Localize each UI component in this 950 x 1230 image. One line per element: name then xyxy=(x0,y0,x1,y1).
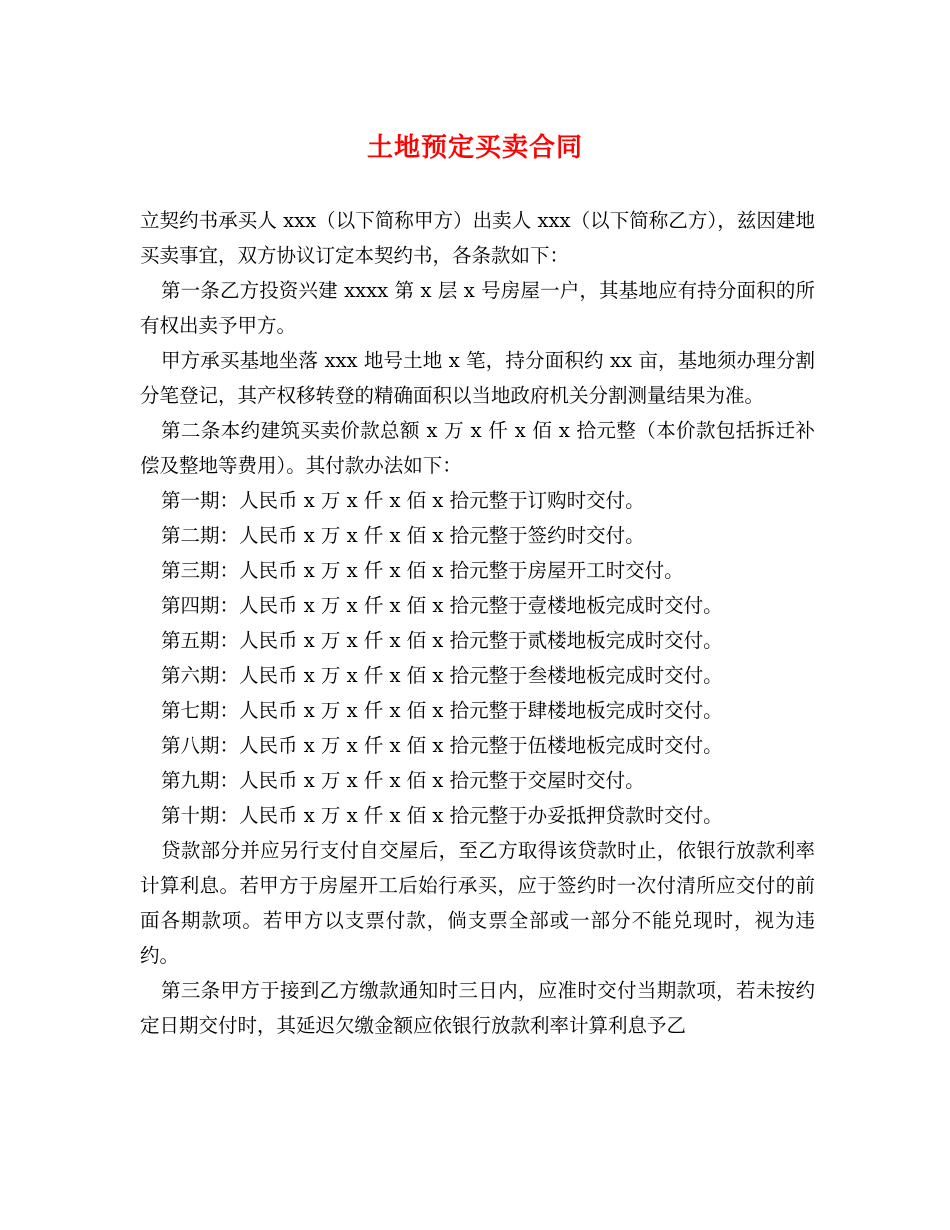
payment-item-2: 第二期：人民币 x 万 x 仟 x 佰 x 拾元整于签约时交付。 xyxy=(161,524,645,547)
payment-item-9: 第九期：人民币 x 万 x 仟 x 佰 x 拾元整于交屋时交付。 xyxy=(161,769,645,792)
document-body xyxy=(140,203,815,1043)
payment-item-8: 第八期：人民币 x 万 x 仟 x 佰 x 拾元整于伍楼地板完成时交付。 xyxy=(161,734,723,757)
payment-item-10: 第十期：人民币 x 万 x 仟 x 佰 x 拾元整于办妥抵押贷款时交付。 xyxy=(161,804,723,827)
article-1-paragraph: 第一条乙方投资兴建 xxxx 第 x 层 x 号房屋一户，其基地应有持分面积的所有权出卖予甲方。 xyxy=(140,279,815,337)
land-description-paragraph: 甲方承买基地坐落 xxx 地号土地 x 笔，持分面积约 xx 亩，基地须办理分割分笔登记，其产权移转登的精确面积以当地政府机关分割测量结果为准。 xyxy=(140,349,815,407)
payment-item-1: 第一期：人民币 x 万 x 仟 x 佰 x 拾元整于订购时交付。 xyxy=(161,489,645,512)
payment-item-6: 第六期：人民币 x 万 x 仟 x 佰 x 拾元整于叁楼地板完成时交付。 xyxy=(161,664,723,687)
article-2-paragraph: 第二条本约建筑买卖价款总额 x 万 x 仟 x 佰 x 拾元整（本价款包括拆迁补偿及整地等费用）。其付款办法如下： xyxy=(140,419,815,477)
loan-terms-paragraph: 贷款部分并应另行支付自交屋后，至乙方取得该贷款时止，依银行放款利率计算利息。若甲方于房屋开工后始行承买，应于签约时一次付清所应交付的前面各期款项。若甲方以支票付款，倘支票全部或一部分不能兑现时，视为违约。 xyxy=(140,839,815,967)
payment-schedule-list xyxy=(140,483,815,833)
payment-item-7: 第七期：人民币 x 万 x 仟 x 佰 x 拾元整于肆楼地板完成时交付。 xyxy=(161,699,723,722)
payment-item-3: 第三期：人民币 x 万 x 仟 x 佰 x 拾元整于房屋开工时交付。 xyxy=(161,559,684,582)
document-title: 土地预定买卖合同 xyxy=(366,133,583,163)
preamble-paragraph: 立契约书承买人 xxx（以下简称甲方）出卖人 xxx（以下简称乙方），兹因建地买卖事宜，双方协议订定本契约书，各条款如下： xyxy=(140,209,815,267)
payment-item-5: 第五期：人民币 x 万 x 仟 x 佰 x 拾元整于贰楼地板完成时交付。 xyxy=(161,629,723,652)
article-3-paragraph: 第三条甲方于接到乙方缴款通知时三日内，应准时交付当期款项，若未按约定日期交付时，其延迟欠缴金额应依银行放款利率计算利息予乙 xyxy=(140,979,815,1037)
payment-item-4: 第四期：人民币 x 万 x 仟 x 佰 x 拾元整于壹楼地板完成时交付。 xyxy=(161,594,723,617)
